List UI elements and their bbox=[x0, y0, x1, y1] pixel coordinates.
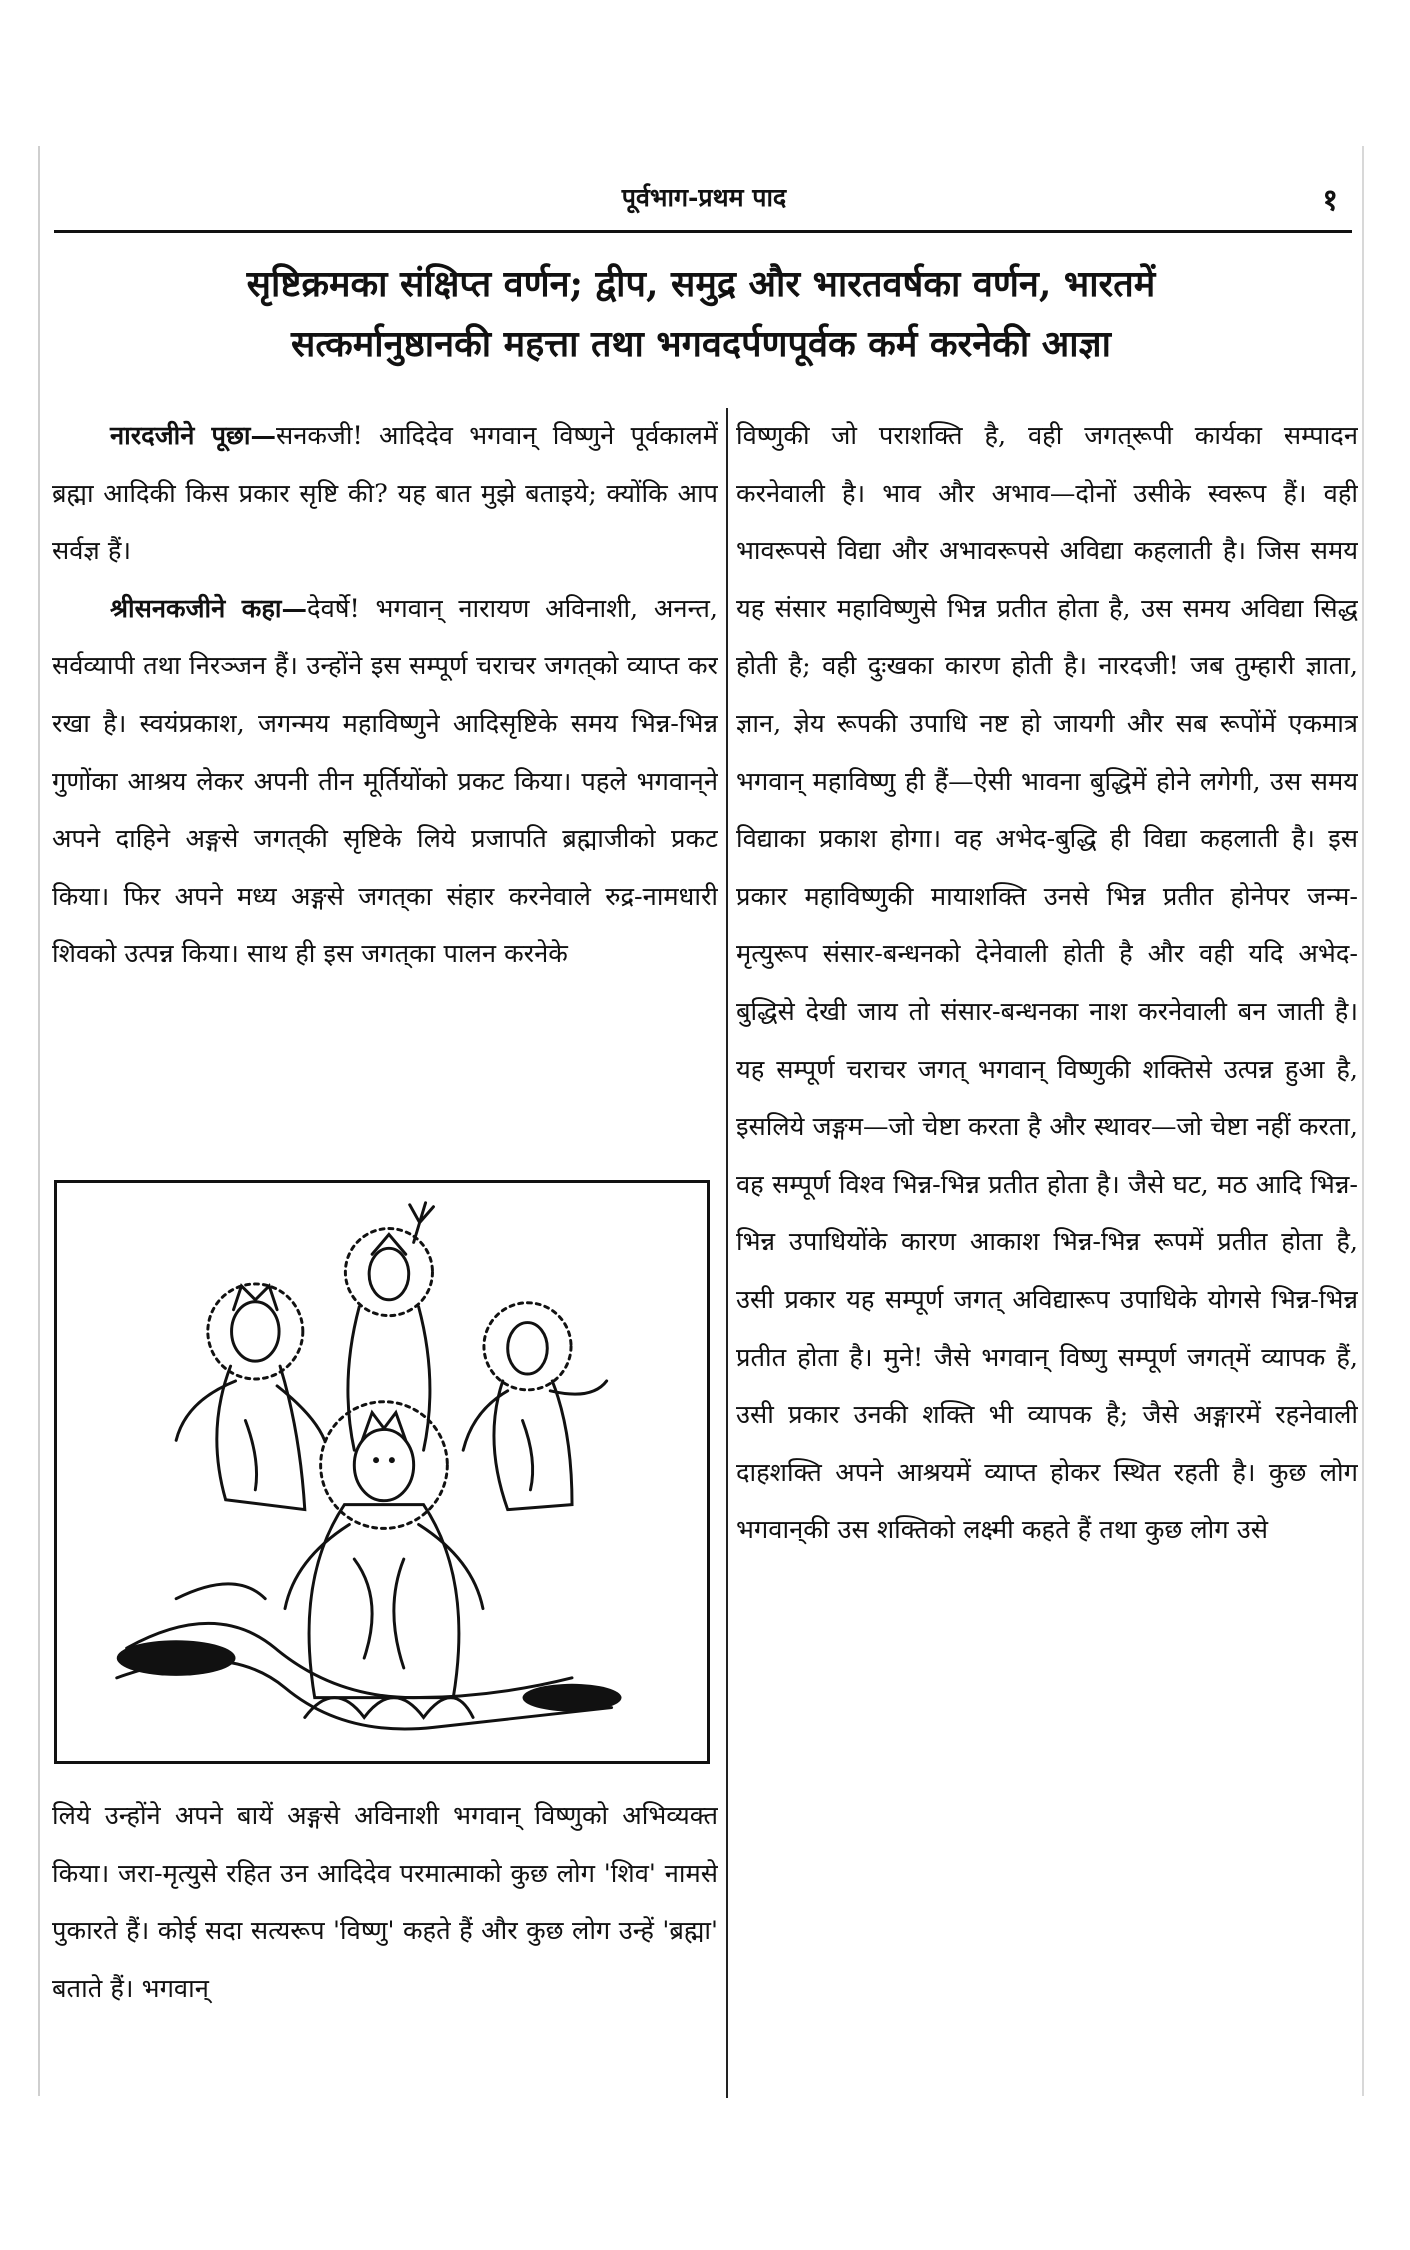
deity-illustration bbox=[54, 1180, 710, 1764]
speaker-sanaka: श्रीसनकजीने कहा— bbox=[110, 593, 308, 624]
header-rule bbox=[54, 230, 1352, 233]
left-column-top bbox=[52, 408, 718, 984]
running-head bbox=[56, 176, 1352, 220]
paragraph-right: विष्णुकी जो पराशक्ति है, वही जगत्‌रूपी कार्यका सम्पादन करनेवाली है। भाव और अभाव—दोनों उसीके स्वरूप हैं। वही भावरूपसे विद्या और अभावरूपसे अविद्या कहलाती है। जिस समय यह संसार महाविष्णुसे भिन्न प्रतीत होता है, उस समय अविद्या सिद्ध होती है; वही दुःखका कारण होती है। नारदजी! जब तुम्हारी ज्ञाता, ज्ञान, ज्ञेय रूपकी उपाधि नष्ट हो जायगी और सब रूपोंमें एकमात्र भगवान् महाविष्णु ही हैं—ऐसी भावना बुद्धिमें होने लगेगी, उस समय विद्याका प्रकाश होगा। वह अभेद-बुद्धि ही विद्या कहलाती है। इस प्रकार महाविष्णुकी मायाशक्ति उनसे भिन्न प्रतीत होनेपर जन्म-मृत्युरूप संसार-बन्धनको देनेवाली होती है और वही यदि अभेद-बुद्धिसे देखी जाय तो संसार-बन्धनका नाश करनेवाली बन जाती है। यह सम्पूर्ण चराचर जगत् भगवान् विष्णुकी शक्तिसे उत्पन्न हुआ है, इसलिये जङ्गम—जो चेष्टा करता है और स्थावर—जो चेष्टा नहीं करता, वह सम्पूर्ण विश्व भिन्न-भिन्न प्रतीत होता है। जैसे घट, मठ आदि भिन्न-भिन्न उपाधियोंके कारण आकाश भिन्न-भिन्न रूपमें प्रतीत होता है, उसी प्रकार यह सम्पूर्ण जगत् अविद्यारूप उपाधिके योगसे भिन्न-भिन्न प्रतीत होता है। मुने! जैसे भगवान् विष्णु सम्पूर्ण जगत्‌में व्यापक हैं, उसी प्रकार उनकी शक्ति भी व्यापक है; जैसे अङ्गारमें रहनेवाली दाहशक्ति अपने आश्रयमें व्याप्त होकर स्थित रहती है। कुछ लोग भगवान्‌की उस शक्तिको लक्ष्मी कहते हैं तथा कुछ लोग उसे bbox=[736, 421, 1358, 1546]
trimurti-line-drawing-icon bbox=[57, 1183, 707, 1761]
paragraph-text: देवर्षे! भगवान् नारायण अविनाशी, अनन्त, सर्वव्यापी तथा निरञ्जन हैं। उन्होंने इस सम्पूर्ण चराचर जगत्‌को व्याप्त कर रखा है। स्वयंप्रकाश, जगन्मय महाविष्णुने आदिसृष्टिके समय भिन्न-भिन्न गुणोंका आश्रय लेकर अपनी तीन मूर्तियोंको प्रकट किया। पहले भगवान्‌ने अपने दाहिने अङ्गसे जगत्‌की सृष्टिके लिये प्रजापति ब्रह्माजीको प्रकट किया। फिर अपने मध्य अङ्गसे जगत्‌का संहार करनेवाले रुद्र-नामधारी शिवको उत्पन्न किया। साथ ही इस जगत्‌का पालन करनेके bbox=[52, 593, 718, 970]
page-number: १ bbox=[1322, 183, 1338, 218]
left-column bbox=[52, 408, 718, 984]
right-column-body bbox=[736, 408, 1358, 2098]
speaker-narada: नारदजीने पूछा— bbox=[110, 421, 276, 451]
paragraph-continued: लिये उन्होंने अपने बायें अङ्गसे अविनाशी भगवान् विष्णुको अभिव्यक्त किया। जरा-मृत्युसे रहित उन आदिदेव परमात्माको कुछ लोग 'शिव' नामसे पुकारते हैं। कोई सदा सत्यरूप 'विष्णु' कहते हैं और कुछ लोग उन्हें 'ब्रह्मा' बताते हैं। भगवान् bbox=[52, 1801, 718, 2004]
paragraph-text: सनकजी! आदिदेव भगवान् विष्णुने पूर्वकालमें ब्रह्मा आदिकी किस प्रकार सृष्टि की? यह बात मुझे बताइये; क्योंकि आप सर्वज्ञ हैं। bbox=[52, 421, 718, 567]
left-column-bottom bbox=[52, 1788, 718, 2088]
paragraph-narada bbox=[52, 408, 718, 581]
paragraph-sanaka bbox=[52, 581, 718, 984]
chapter-title-line-1: सृष्टिक्रमका संक्षिप्त वर्णन; द्वीप, समुद्र और भारतवर्षका वर्णन, भारतमें bbox=[246, 263, 1156, 305]
chapter-title-line-2: सत्कर्मानुष्ठानकी महत्ता तथा भगवदर्पणपूर्वक कर्म करनेकी आज्ञा bbox=[291, 323, 1111, 365]
book-page bbox=[38, 146, 1364, 2096]
chapter-title bbox=[60, 254, 1342, 374]
right-column bbox=[736, 408, 1358, 2098]
column-divider bbox=[726, 408, 728, 2098]
running-title: पूर्वभाग-प्रथम पाद bbox=[621, 183, 787, 212]
